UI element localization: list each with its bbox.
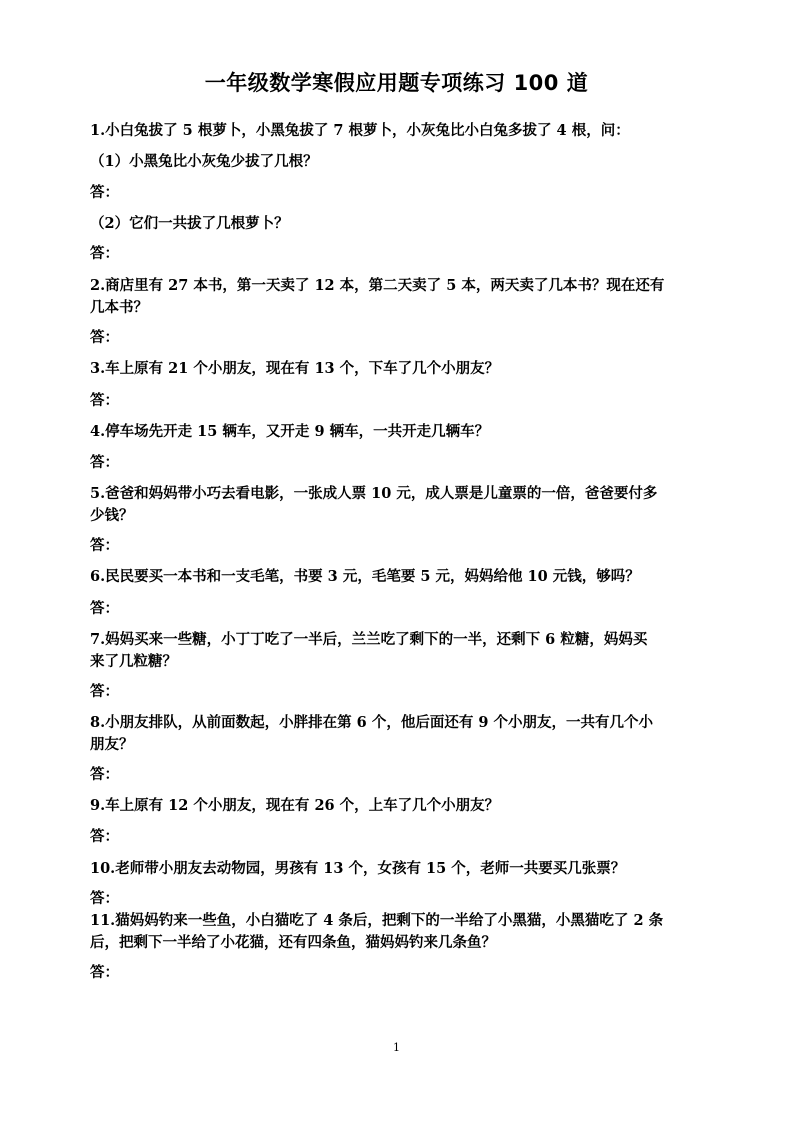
- question-1-text: 1.小白兔拔了 5 根萝卜，小黑兔拔了 7 根萝卜，小灰兔比小白兔多拔了 4 根，问：: [90, 122, 630, 139]
- question-4-text: 4.停车场先开走 15 辆车，又开走 9 辆车，一共开走几辆车？: [90, 423, 490, 440]
- question-9-text: 9.车上原有 12 个小朋友，现在有 26 个，上车了几个小朋友？: [90, 797, 500, 814]
- question-2-text-line-1: 2.商店里有 27 本书，第一天卖了 12 本，第二天卖了 5 本，两天卖了几本书？现在还有: [90, 277, 665, 294]
- question-8-text-line-2: 朋友？: [90, 736, 134, 753]
- question-2-answer-label: 答：: [90, 329, 119, 346]
- question-1-sub-1: （1）小黑兔比小灰兔少拔了几根？: [90, 153, 318, 170]
- question-11-text-line-1: 11.猫妈妈钓来一些鱼，小白猫吃了 4 条后，把剩下的一半给了小黑猫，小黑猫吃了 2 条: [90, 912, 664, 929]
- question-8-answer-label: 答：: [90, 766, 119, 783]
- question-11-answer-label: 答：: [90, 964, 119, 981]
- question-7-text-line-1: 7.妈妈买来一些糖，小丁丁吃了一半后，兰兰吃了剩下的一半，还剩下 6 粒糖，妈妈买: [90, 631, 648, 648]
- question-6-answer-label: 答：: [90, 600, 119, 617]
- question-10-text: 10.老师带小朋友去动物园，男孩有 13 个，女孩有 15 个，老师一共要买几张票？: [90, 860, 626, 877]
- page-title: 一年级数学寒假应用题专项练习 100 道: [204, 71, 589, 95]
- question-3-text: 3.车上原有 21 个小朋友，现在有 13 个，下车了几个小朋友？: [90, 360, 500, 377]
- page-number: 1: [393, 1041, 400, 1054]
- question-5-text-line-2: 少钱？: [90, 507, 134, 524]
- question-6-text: 6.民民要买一本书和一支毛笔，书要 3 元，毛笔要 5 元，妈妈给他 10 元钱，够吗？: [90, 568, 640, 585]
- question-1-sub-2-answer-label: 答：: [90, 245, 119, 262]
- question-11-text-line-2: 后，把剩下一半给了小花猫，还有四条鱼，猫妈妈钓来几条鱼？: [90, 934, 496, 951]
- question-5-answer-label: 答：: [90, 537, 119, 554]
- question-1-sub-2: （2）它们一共拔了几根萝卜？: [90, 215, 289, 232]
- question-3-answer-label: 答：: [90, 392, 119, 409]
- question-10-answer-label: 答：: [90, 890, 119, 907]
- question-2-text-line-2: 几本书？: [90, 299, 148, 316]
- question-4-answer-label: 答：: [90, 454, 119, 471]
- question-8-text-line-1: 8.小朋友排队，从前面数起，小胖排在第 6 个，他后面还有 9 个小朋友，一共有几个小: [90, 714, 654, 731]
- question-5-text-line-1: 5.爸爸和妈妈带小巧去看电影，一张成人票 10 元，成人票是儿童票的一倍，爸爸要付多: [90, 485, 658, 502]
- question-1-sub-1-answer-label: 答：: [90, 184, 119, 201]
- question-7-answer-label: 答：: [90, 683, 119, 700]
- question-9-answer-label: 答：: [90, 828, 119, 845]
- question-7-text-line-2: 来了几粒糖？: [90, 653, 177, 670]
